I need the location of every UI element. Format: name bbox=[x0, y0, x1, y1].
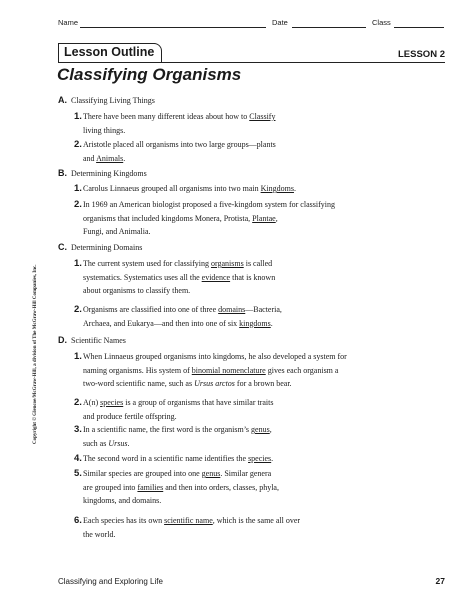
item-text: . Similar genera bbox=[220, 469, 272, 478]
list-item bbox=[74, 182, 446, 196]
item-number: 2. bbox=[74, 397, 82, 408]
footer-book-title: Classifying and Exploring Life bbox=[58, 577, 163, 586]
item-text: , bbox=[275, 213, 278, 223]
answer-blank: binomial nomenclature bbox=[191, 365, 266, 375]
item-text: for a brown bear. bbox=[234, 379, 292, 388]
item-text: Similar species are grouped into one bbox=[83, 469, 202, 478]
item-number: 1. bbox=[74, 351, 82, 362]
list-item bbox=[74, 467, 446, 508]
item-text: There have been many different ideas about how to bbox=[83, 112, 250, 121]
item-number: 2. bbox=[74, 139, 82, 150]
item-text: Carolus Linnaeus grouped all organisms into two main bbox=[83, 184, 261, 193]
item-text: . bbox=[271, 454, 274, 463]
item-text: Organisms are classified into one of three bbox=[83, 305, 219, 314]
section-heading: Scientific Names bbox=[71, 336, 126, 345]
item-text: are grouped into bbox=[83, 482, 138, 492]
list-item bbox=[74, 138, 446, 165]
item-number: 1. bbox=[74, 183, 82, 194]
copyright-notice: Copyright © Glencoe/McGraw-Hill, a division of The McGraw-Hill Companies, Inc. bbox=[33, 264, 38, 444]
item-text: Ursus arctos bbox=[194, 379, 235, 388]
answer-blank: evidence bbox=[201, 272, 231, 282]
item-number: 2. bbox=[74, 199, 82, 210]
item-text: When Linnaeus grouped organisms into kingdoms, he also developed a system for bbox=[83, 352, 347, 361]
item-text: A(n) bbox=[83, 398, 101, 407]
section-a bbox=[58, 95, 155, 105]
class-field[interactable] bbox=[394, 27, 444, 28]
answer-blank: Animals bbox=[96, 153, 124, 163]
section-c bbox=[58, 242, 142, 252]
section-letter: A. bbox=[58, 95, 67, 105]
item-number: 4. bbox=[74, 453, 82, 464]
item-text: and bbox=[83, 153, 97, 163]
answer-blank: organisms bbox=[210, 259, 244, 268]
name-label: Name bbox=[58, 18, 79, 27]
answer-blank: genus bbox=[201, 469, 221, 478]
answer-blank: kingdoms bbox=[239, 318, 271, 328]
item-text: naming organisms. His system of bbox=[83, 365, 192, 375]
list-item bbox=[74, 423, 446, 450]
item-text: and then into orders, classes, phyla, bbox=[163, 482, 279, 492]
name-field[interactable] bbox=[80, 27, 266, 28]
item-text: Fungi, and Animalia. bbox=[83, 227, 151, 236]
answer-blank: species bbox=[248, 454, 272, 463]
item-text: kingdoms, and domains. bbox=[83, 496, 162, 505]
title-rule bbox=[58, 62, 445, 63]
date-field[interactable] bbox=[292, 27, 366, 28]
item-number: 6. bbox=[74, 515, 82, 526]
item-text: Archaea, and Eukarya—and then into one of six bbox=[83, 318, 240, 328]
item-text: —Bacteria, bbox=[245, 305, 282, 314]
item-text: is a group of organisms that have similar traits bbox=[123, 398, 274, 407]
item-text: Ursus bbox=[108, 438, 128, 448]
item-text: the world. bbox=[83, 529, 116, 539]
item-text: . bbox=[270, 318, 273, 328]
section-heading: Determining Domains bbox=[71, 243, 143, 252]
answer-blank: Plantae bbox=[252, 213, 276, 223]
list-item bbox=[74, 350, 446, 391]
answer-blank: genus bbox=[251, 425, 270, 434]
list-item bbox=[74, 198, 446, 239]
list-item bbox=[74, 257, 446, 298]
answer-blank: scientific name bbox=[164, 516, 213, 525]
item-text: such as bbox=[83, 438, 109, 448]
item-text: systematics. Systematics uses all the bbox=[83, 272, 202, 282]
section-letter: D. bbox=[58, 335, 67, 345]
lesson-number: LESSON 2 bbox=[398, 49, 445, 60]
list-item bbox=[74, 110, 446, 137]
item-text: In 1969 an American biologist proposed a five-kingdom system for classifying bbox=[83, 200, 335, 209]
item-number: 2. bbox=[74, 304, 82, 315]
item-number: 5. bbox=[74, 468, 82, 479]
item-number: 3. bbox=[74, 424, 82, 435]
item-text: two-word scientific name, such as bbox=[83, 379, 195, 388]
item-text: and produce fertile offspring. bbox=[83, 411, 177, 421]
item-text: , which is the same all over bbox=[212, 516, 301, 525]
item-text: The current system used for classifying bbox=[83, 259, 211, 268]
answer-blank: species bbox=[100, 398, 124, 407]
section-letter: B. bbox=[58, 168, 67, 178]
section-heading: Determining Kingdoms bbox=[71, 169, 147, 178]
item-text: gives each organism a bbox=[265, 365, 339, 375]
item-number: 1. bbox=[74, 258, 82, 269]
list-item bbox=[74, 303, 446, 330]
answer-blank: Classify bbox=[249, 112, 276, 121]
class-label: Class bbox=[372, 18, 391, 27]
item-text: . bbox=[293, 184, 296, 193]
item-text: Each species has its own bbox=[83, 516, 165, 525]
item-text: , bbox=[269, 425, 272, 434]
list-item bbox=[74, 514, 446, 541]
list-item bbox=[74, 452, 446, 466]
date-label: Date bbox=[272, 18, 288, 27]
item-text: Aristotle placed all organisms into two large groups—plants bbox=[83, 140, 276, 149]
item-text: . bbox=[127, 438, 130, 448]
answer-blank: domains bbox=[218, 305, 246, 314]
item-text: In a scientific name, the first word is the organism’s bbox=[83, 425, 252, 434]
section-d bbox=[58, 335, 126, 345]
item-text: organisms that included kingdoms Monera, Protista, bbox=[83, 213, 253, 223]
item-text: living things. bbox=[83, 125, 126, 135]
item-number: 1. bbox=[74, 111, 82, 122]
item-text: about organisms to classify them. bbox=[83, 286, 191, 295]
item-text: The second word in a scientific name identifies the bbox=[83, 454, 249, 463]
page-title: Classifying Organisms bbox=[57, 65, 242, 84]
item-text: is called bbox=[243, 259, 273, 268]
item-text: . bbox=[123, 153, 126, 163]
page-number: 27 bbox=[435, 576, 445, 586]
list-item bbox=[74, 396, 446, 423]
section-letter: C. bbox=[58, 242, 67, 252]
item-text: that is known bbox=[230, 272, 276, 282]
answer-blank: Kingdoms bbox=[260, 184, 294, 193]
answer-blank: families bbox=[137, 482, 164, 492]
section-b bbox=[58, 168, 147, 178]
lesson-outline-label: Lesson Outline bbox=[64, 45, 155, 59]
section-heading: Classifying Living Things bbox=[71, 96, 155, 105]
